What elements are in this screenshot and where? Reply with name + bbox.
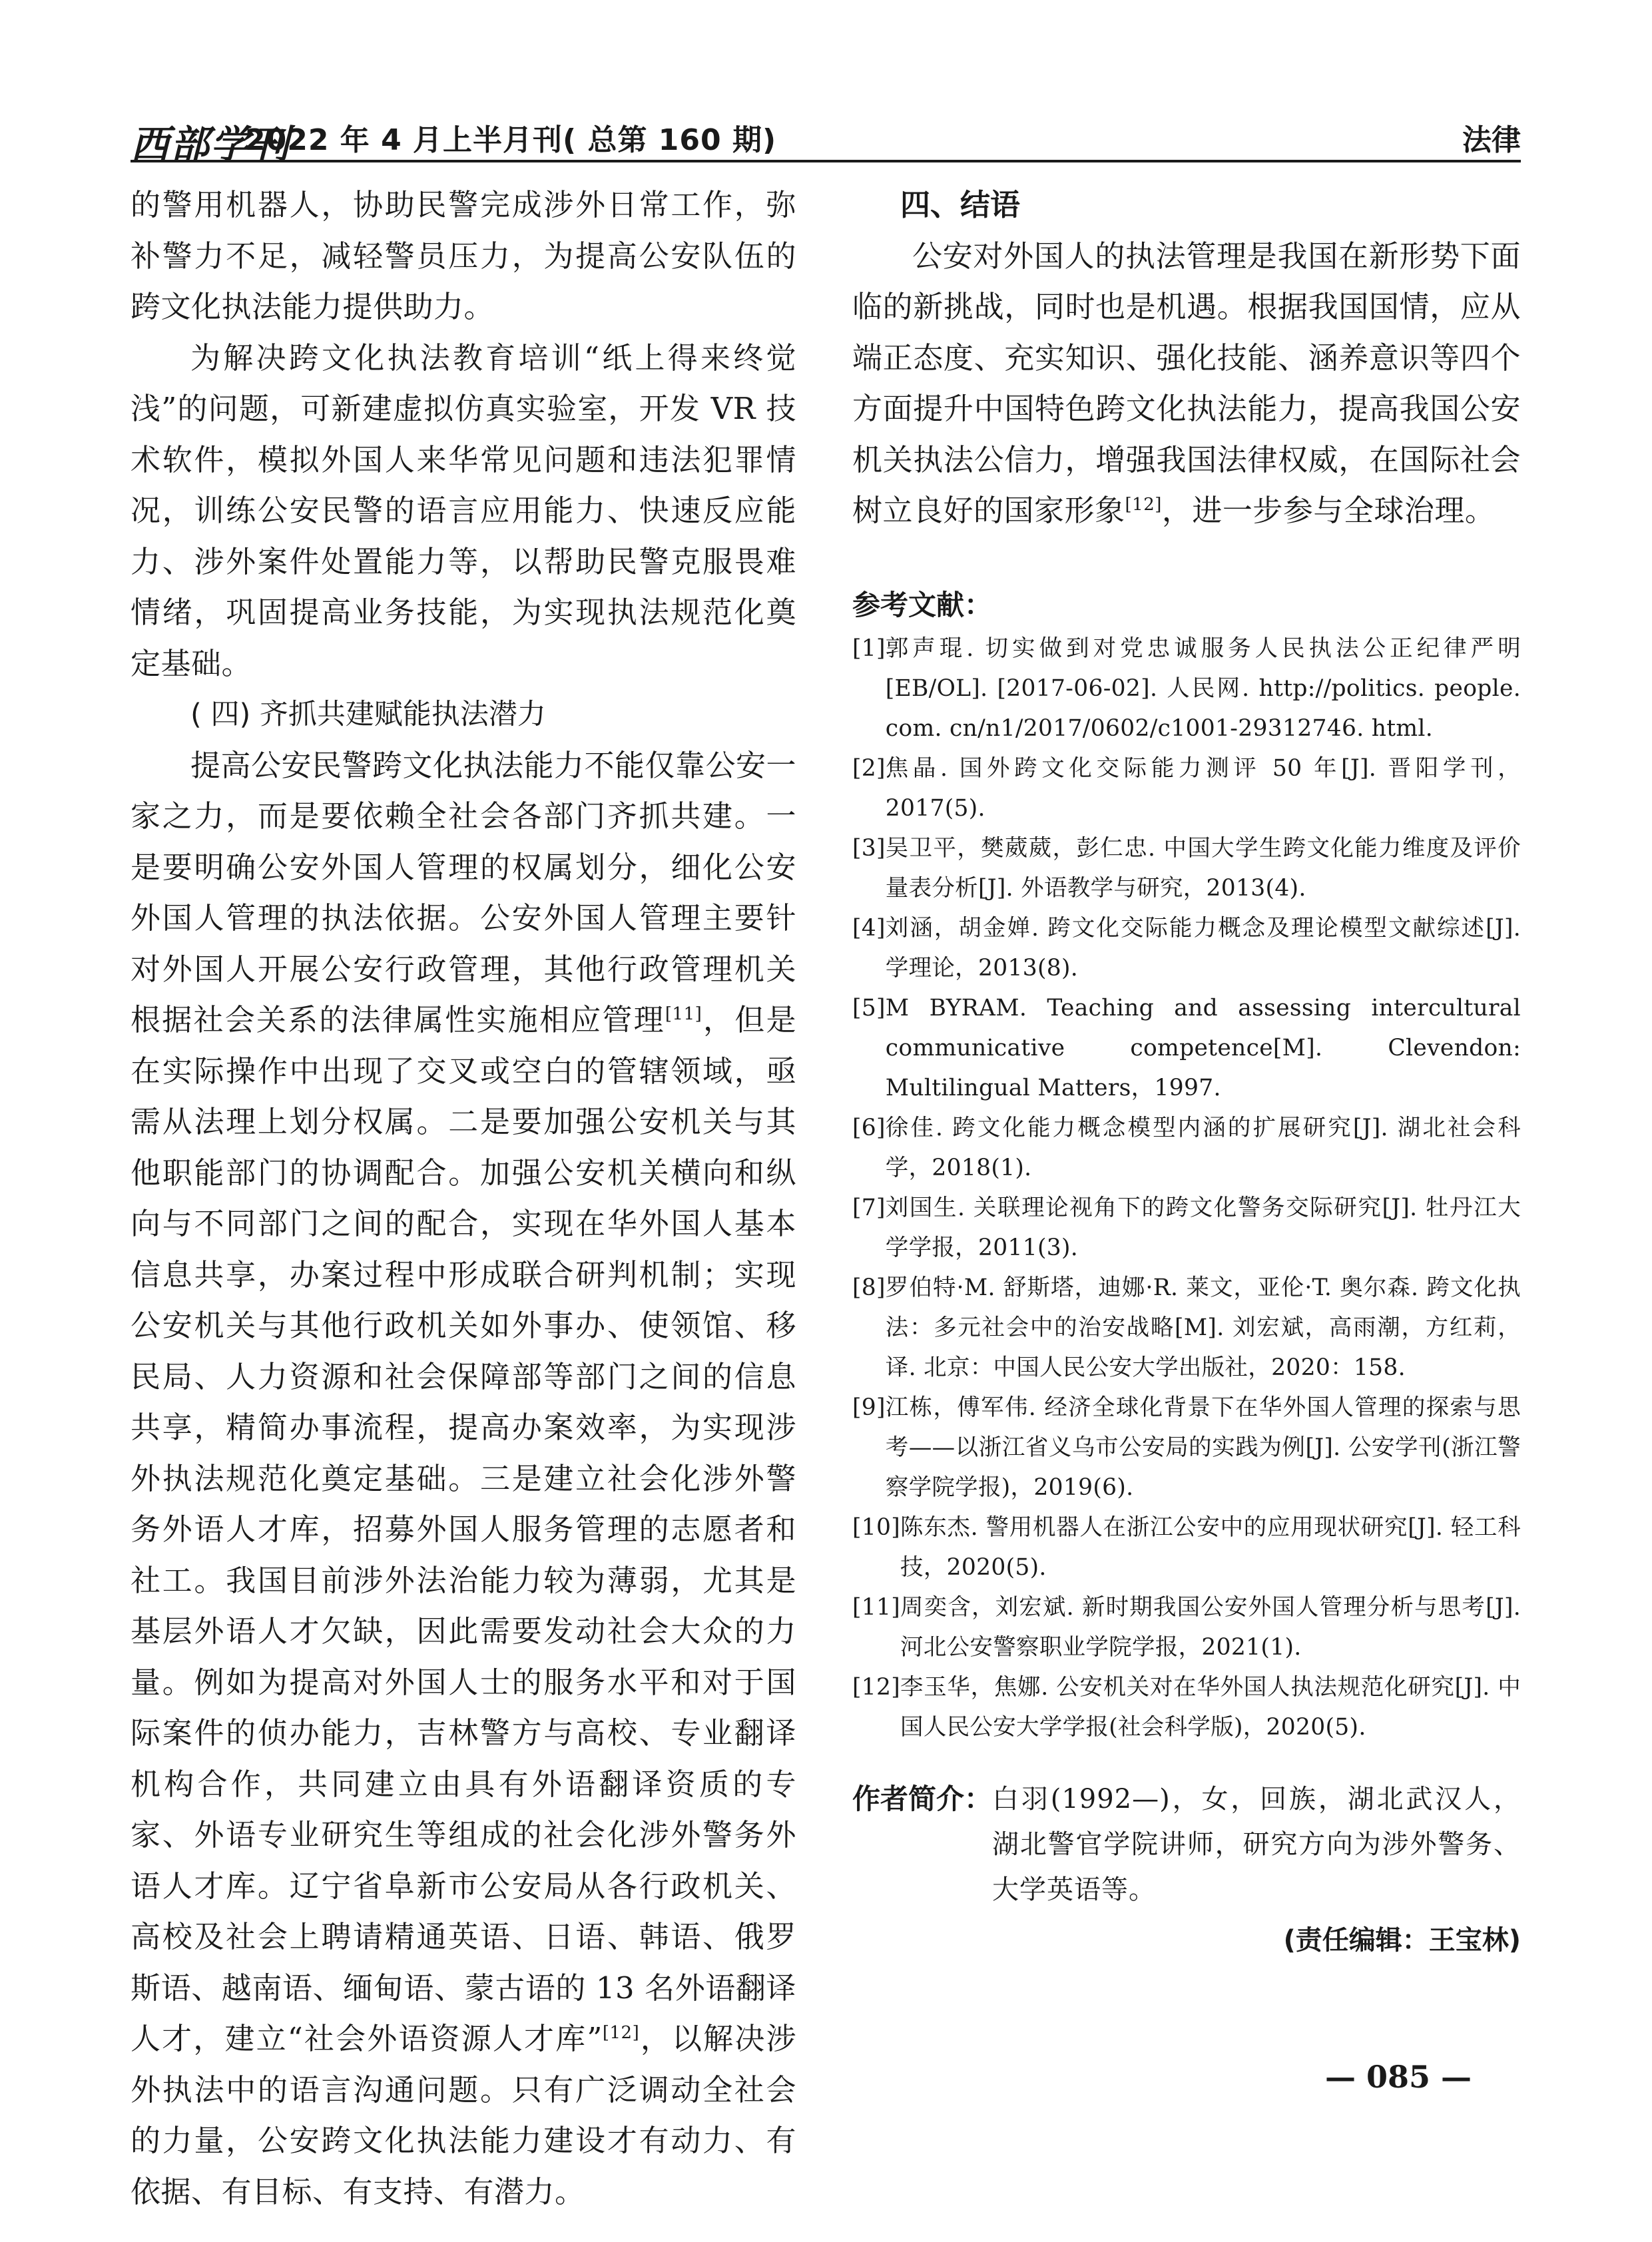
reference-text: 焦晶. 国外跨文化交际能力测评 50 年[J]. 晋阳学刊，2017(5).: [885, 754, 1521, 822]
citation-marker: [11]: [665, 1004, 702, 1024]
reference-text: 徐佳. 跨文化能力概念模型内涵的扩展研究[J]. 湖北社会科学，2018(1).: [885, 1114, 1521, 1181]
paragraph-text: 公安对外国人的执法管理是我国在新形势下面临的新挑战，同时也是机遇。根据我国国情，应从端正态度、充实知识、强化技能、涵养意识等四个方面提升中国特色跨文化执法能力，提高我国公安机关执法公信力，增强我国法律权威，在国际社会树立良好的国家形象: [852, 238, 1521, 528]
paragraph: [852, 231, 1521, 537]
reference-item: [852, 908, 1521, 988]
left-column: [131, 180, 796, 2217]
paragraph-text: ，进一步参与全球治理。: [1161, 493, 1496, 528]
reference-text: 郭声琨. 切实做到对党忠诚服务人民执法公正纪律严明[EB/OL]. [2017-06-02]. 人民网. http://politics. people. com. cn/n1/2017/0602/c1001-29312746. html.: [885, 635, 1521, 742]
paragraph-text: ，但是在实际操作中出现了交叉或空白的管辖领域，亟需从法理上划分权属。二是要加强公安机关与其他职能部门的协调配合。加强公安机关横向和纵向与不同部门之间的配合，实现在华外国人基本信息共享，办案过程中形成联合研判机制；实现公安机关与其他行政机关如外事办、使领馆、移民局、人力资源和社会保障部等部门之间的信息共享，精简办事流程，提高办案效率，为实现涉外执法规范化奠定基础。三是建立社会化涉外警务外语人才库，招募外国人服务管理的志愿者和社工。我国目前涉外法治能力较为薄弱，尤其是基层外语人才欠缺，因此需要发动社会大众的力量。例如为提高对外国人士的服务水平和对于国际案件的侦办能力，吉林警方与高校、专业翻译机构合作，共同建立由具有外语翻译资质的专家、外语专业研究生等组成的社会化涉外警务外语人才库。辽宁省阜新市公安局从各行政机关、高校及社会上聘请精通英语、日语、韩语、俄罗斯语、越南语、缅甸语、蒙古语的 13 名外语翻译人才，建立“社会外语资源人才库”: [131, 1002, 796, 2056]
header-rule: [131, 160, 1521, 162]
author-bio: [852, 1777, 1521, 1912]
references-title: 参考文献：: [852, 588, 993, 621]
author-bio-text: 白羽(1992—)，女，回族，湖北武汉人，湖北警官学院讲师，研究方向为涉外警务、大学英语等。: [992, 1783, 1521, 1905]
reference-number: [4]: [852, 914, 886, 942]
author-bio-label: 作者简介：: [852, 1782, 993, 1815]
paragraph: 为解决跨文化执法教育培训“纸上得来终觉浅”的问题，可新建虚拟仿真实验室，开发 VR 技术软件，模拟外国人来华常见问题和违法犯罪情况，训练公安民警的语言应用能力、快速反应能力、涉外案件处置能力等，以帮助民警克服畏难情绪，巩固提高业务技能，为实现执法规范化奠定基础。: [131, 340, 796, 681]
reference-item: [852, 1508, 1521, 1587]
reference-text: 刘涵，胡金婵. 跨文化交际能力概念及理论模型文献综述[J]. 学理论，2013(8).: [885, 914, 1521, 981]
citation-marker: [12]: [602, 2023, 640, 2043]
reference-item: [852, 1108, 1521, 1188]
page-header: [131, 111, 1521, 167]
paragraph: 的警用机器人，协助民警完成涉外日常工作，弥补警力不足，减轻警员压力，为提高公安队伍的跨文化执法能力提供助力。: [131, 187, 796, 324]
reference-number: [2]: [852, 754, 886, 782]
reference-number: [10]: [852, 1514, 901, 1541]
subsection-heading: ( 四) 齐抓共建赋能执法潜力: [190, 698, 546, 731]
reference-item: [852, 1188, 1521, 1268]
reference-number: [3]: [852, 834, 886, 862]
reference-text: 周奕含，刘宏斌. 新时期我国公安外国人管理分析与思考[J]. 河北公安警察职业学院学报，2021(1).: [900, 1593, 1521, 1661]
citation-marker: [12]: [1125, 495, 1162, 515]
reference-list: [852, 629, 1521, 1747]
reference-number: [9]: [852, 1394, 886, 1421]
reference-number: [11]: [852, 1593, 901, 1621]
reference-text: 江栋，傅军伟. 经济全球化背景下在华外国人管理的探索与思考——以浙江省义乌市公安局的实践为例[J]. 公安学刊(浙江警察学院学报)，2019(6).: [885, 1394, 1521, 1501]
reference-item: [852, 1388, 1521, 1508]
responsible-editor: (责任编辑：王宝林): [1283, 1924, 1521, 1956]
reference-text: M BYRAM. Teaching and assessing intercultural communicative competence[M]. Clevendon: Multilingual Matters，1997.: [885, 994, 1521, 1101]
reference-item: [852, 1587, 1521, 1667]
issue-info: 2022 年 4 月上半月刊( 总第 160 期): [245, 123, 777, 157]
paragraph-text: 提高公安民警跨文化执法能力不能仅靠公安一家之力，而是要依赖全社会各部门齐抓共建。一是要明确公安外国人管理的权属划分，细化公安外国人管理的执法依据。公安外国人管理主要针对外国人开展公安行政管理，其他行政管理机关根据社会关系的法律属性实施相应管理: [131, 747, 797, 1037]
section-label: 法律: [1462, 123, 1521, 157]
reference-text: 罗伯特·M. 舒斯塔，迪娜·R. 莱文，亚伦·T. 奥尔森. 跨文化执法：多元社会中的治安战略[M]. 刘宏斌，高雨潮，方红莉，译. 北京：中国人民公安大学出版社，2020：158.: [885, 1274, 1521, 1381]
reference-item: [852, 748, 1521, 828]
section-heading: 四、结语: [900, 187, 1021, 222]
reference-item: [852, 988, 1521, 1108]
reference-text: 吴卫平，樊葳葳，彭仁忠. 中国大学生跨文化能力维度及评价量表分析[J]. 外语教学与研究，2013(4).: [885, 834, 1521, 902]
reference-text: 陈东杰. 警用机器人在浙江公安中的应用现状研究[J]. 轻工科技，2020(5).: [900, 1514, 1521, 1581]
reference-number: [5]: [852, 994, 886, 1021]
reference-number: [7]: [852, 1194, 886, 1221]
reference-number: [12]: [852, 1673, 901, 1701]
reference-item: [852, 1268, 1521, 1388]
reference-text: 李玉华，焦娜. 公安机关对在华外国人执法规范化研究[J]. 中国人民公安大学学报(社会科学版)，2020(5).: [900, 1673, 1521, 1741]
right-column: [852, 180, 1521, 1963]
reference-item: [852, 629, 1521, 748]
paragraph-text: ，以解决涉外执法中的语言沟通问题。只有广泛调动全社会的力量，公安跨文化执法能力建设才有动力、有依据、有目标、有支持、有潜力。: [131, 2021, 796, 2209]
journal-logo: 西部学刊: [131, 122, 291, 167]
reference-item: [852, 1667, 1521, 1747]
page-number: — 085 —: [1325, 2059, 1472, 2095]
reference-number: [6]: [852, 1114, 886, 1141]
reference-text: 刘国生. 关联理论视角下的跨文化警务交际研究[J]. 牡丹江大学学报，2011(3).: [885, 1194, 1521, 1261]
paragraph: [131, 740, 796, 2218]
reference-number: [1]: [852, 635, 886, 662]
reference-number: [8]: [852, 1274, 886, 1301]
reference-item: [852, 828, 1521, 908]
